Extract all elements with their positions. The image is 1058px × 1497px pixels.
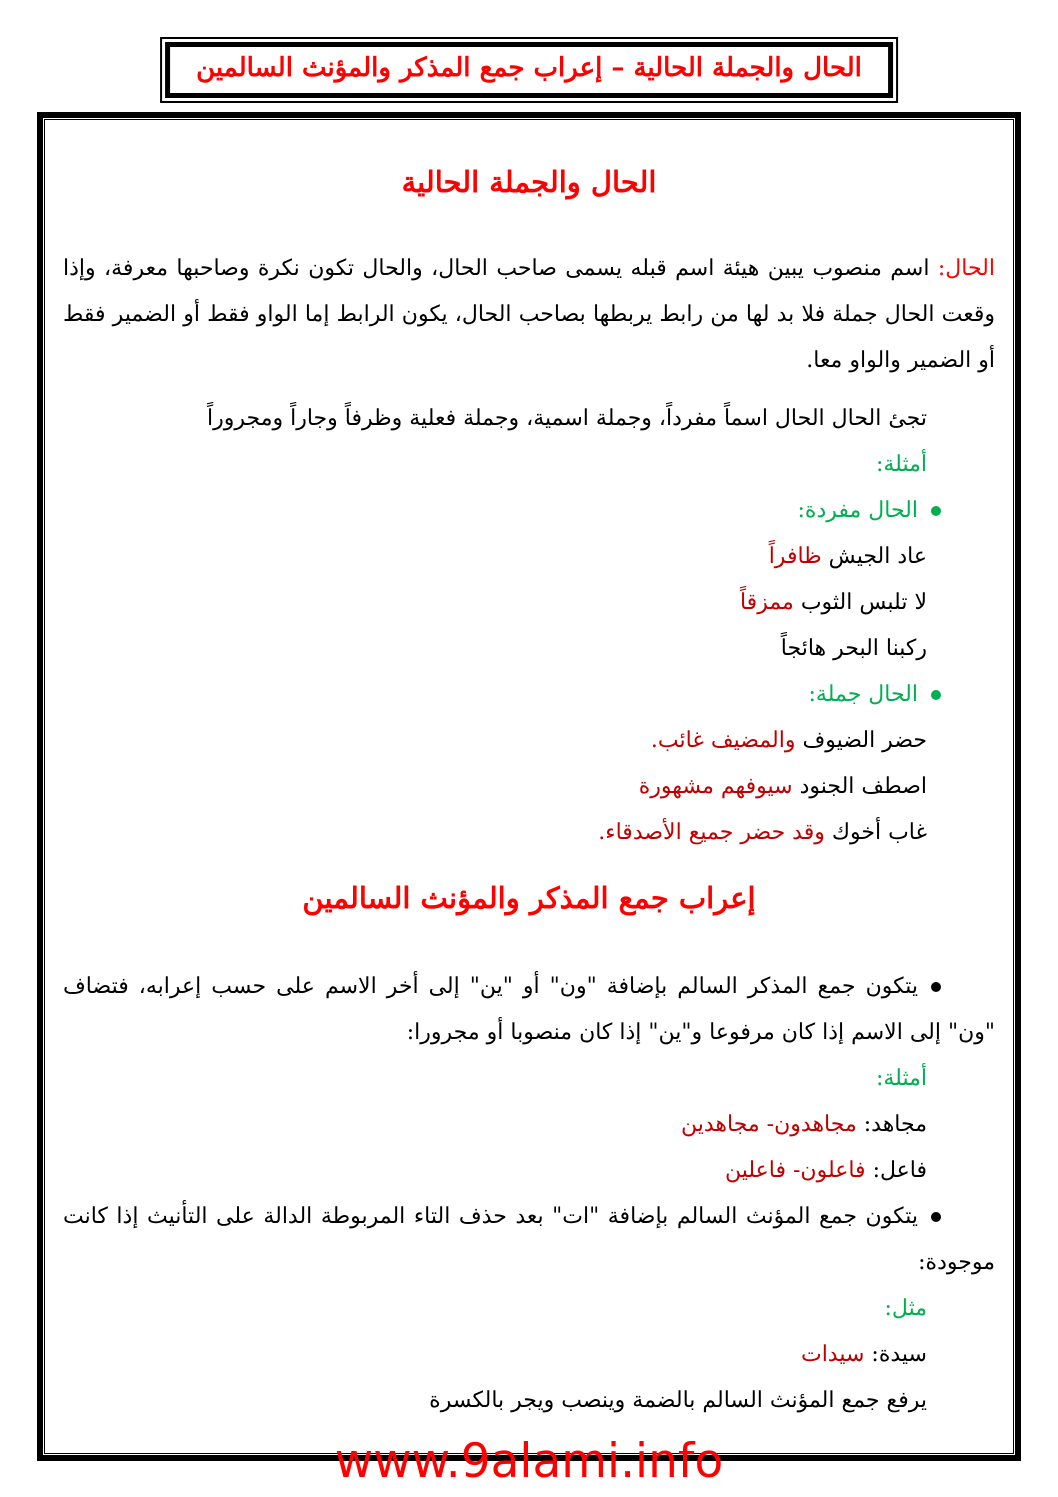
example-hal: ممزقاً	[739, 590, 794, 615]
example-line	[63, 764, 995, 810]
example-pre: حضر الضيوف	[795, 728, 927, 753]
section2-title: إعراب جمع المذكر والمؤنث السالمين	[302, 881, 756, 915]
example-plural: فاعلون- فاعلين	[724, 1158, 866, 1183]
content-frame-inner-border	[44, 119, 1014, 1489]
example-line	[63, 534, 995, 580]
examples-label-2: أمثلة:	[875, 1066, 927, 1091]
example-pre: غاب أخوك	[824, 820, 927, 845]
black-bullet-icon	[931, 1212, 941, 1222]
example-plural: سيدات	[800, 1342, 865, 1367]
list-item-hal-jumla	[63, 672, 995, 718]
example-hal: سيوفهم مشهورة	[638, 774, 793, 799]
example-pre: سيدة:	[864, 1342, 927, 1367]
example-pre: عاد الجيش	[821, 544, 927, 569]
example-pre: مجاهد:	[856, 1112, 927, 1137]
like-label: مثل:	[884, 1296, 927, 1321]
list-item-label: الحال مفردة:	[797, 498, 918, 523]
example-line	[63, 1148, 995, 1194]
masculine-plural-rule	[63, 964, 995, 1056]
example-line	[63, 1102, 995, 1148]
document-content	[45, 164, 1013, 1490]
feminine-plural-rule-text: يتكون جمع المؤنث السالم بإضافة "ات" بعد حذف التاء المربوطة الدالة على التأنيث إذا كانت موجودة:	[63, 1204, 995, 1275]
hal-definition-text: اسم منصوب يبين هيئة اسم قبله يسمى صاحب الحال، والحال تكون نكرة وصاحبها معرفة، وإذا وقعت الحال جملة فلا بد لها من رابط يربطها بصاحب الحال، يكون الرابط إما الواو فقط أو الضمير فقط أو الضمير والواو معا.	[63, 256, 995, 373]
list-item-hal-mufrada	[63, 488, 995, 534]
section1-title: الحال والجملة الحالية	[401, 165, 657, 199]
example-plural: مجاهدون- مجاهدين	[680, 1112, 857, 1137]
example-pre: ركبنا البحر هائجاً	[780, 636, 927, 661]
example-pre: فاعل:	[865, 1158, 927, 1183]
list-item-label: الحال جملة:	[808, 682, 918, 707]
header-banner-box	[160, 37, 898, 103]
hal-definition-paragraph	[63, 246, 995, 384]
content-frame	[37, 112, 1021, 1489]
example-line	[63, 810, 995, 856]
case-rule-line: يرفع جمع المؤنث السالم بالضمة وينصب ويجر بالكسرة	[429, 1388, 927, 1413]
example-line	[63, 580, 995, 626]
example-pre: اصطف الجنود	[792, 774, 927, 799]
example-hal: ظافراً	[768, 544, 822, 569]
green-bullet-icon	[931, 506, 941, 516]
masculine-plural-rule-text: يتكون جمع المذكر السالم بإضافة "ون" أو "ين" إلى أخر الاسم على حسب إعرابه، فتضاف "ون" إلى الاسم إذا كان مرفوعا و"ين" إذا كان منصوبا أو مجرورا:	[63, 974, 995, 1045]
header-banner-inner-border	[165, 42, 893, 98]
watermark-url: www.9alami.info	[334, 1434, 724, 1489]
black-bullet-icon	[931, 982, 941, 992]
hal-definition-label: الحال:	[937, 256, 995, 281]
examples-label-1: أمثلة:	[875, 452, 927, 477]
example-hal: وقد حضر جميع الأصدقاء.	[598, 820, 825, 845]
example-line	[63, 1332, 995, 1378]
example-line	[63, 626, 995, 672]
example-line	[63, 718, 995, 764]
feminine-plural-rule	[63, 1194, 995, 1286]
example-hal: والمضيف غائب.	[650, 728, 796, 753]
header-banner-title: الحال والجملة الحالية – إعراب جمع المذكر والمؤنث السالمين	[196, 53, 862, 83]
hal-types-line: تجئ الحال الحال اسماً مفرداً، وجملة اسمية، وجملة فعلية وظرفاً وجاراً ومجروراً	[207, 406, 927, 431]
green-bullet-icon	[931, 690, 941, 700]
example-pre: لا تلبس الثوب	[793, 590, 927, 615]
